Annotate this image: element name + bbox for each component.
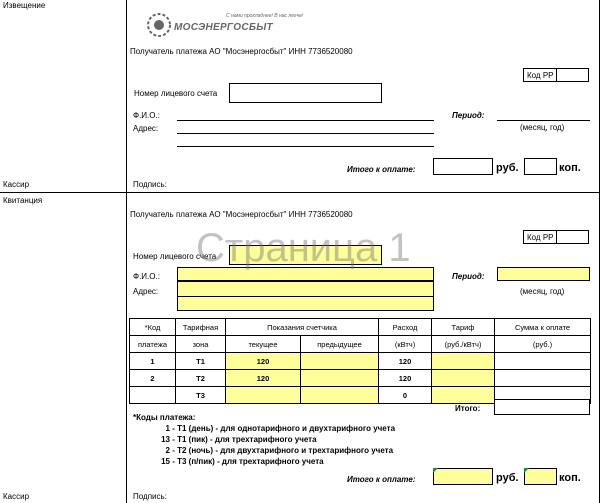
total-rub-field[interactable]: [433, 158, 493, 175]
account-number-field-bottom[interactable]: [229, 245, 382, 265]
table-header-row: [130, 319, 591, 336]
list-item: [152, 434, 452, 445]
code-rr-label-bottom: Код РР: [527, 233, 554, 242]
kop-label-bottom: коп.: [559, 472, 581, 484]
cashier-label: Кассир: [3, 180, 30, 189]
table-total-field: [494, 399, 590, 415]
header-readings: Показания счетчика: [226, 319, 379, 336]
row-previous[interactable]: [301, 353, 379, 370]
signature-label: Подпись:: [133, 180, 167, 189]
payee-line-bottom: Получатель платежа АО "Мосэнергосбыт" ИНН 7736520080: [130, 210, 353, 219]
row-zone: Т1: [176, 353, 226, 370]
header-tariff-2: (руб./кВтч): [432, 336, 495, 353]
period-field-bottom[interactable]: [497, 267, 590, 281]
row-current[interactable]: 120: [226, 370, 301, 387]
fio-label: Ф.И.О.:: [133, 111, 160, 120]
fio-label-bottom: Ф.И.О.:: [133, 272, 160, 281]
row-code: 1: [130, 353, 176, 370]
fio-field-bottom[interactable]: [177, 267, 434, 281]
account-number-field[interactable]: [229, 83, 382, 103]
address-field-2[interactable]: [177, 146, 434, 147]
page-watermark: Страница 1: [196, 226, 411, 270]
address-field-bottom-line: [177, 296, 434, 297]
readings-table: [129, 318, 591, 404]
code-text: - Т3 (п/пик) - для трехтарифного учета: [172, 457, 324, 466]
table-subheader-row: [130, 336, 591, 353]
stub-divider: [126, 0, 127, 503]
signature-label-bottom: Подпись:: [133, 492, 167, 501]
logo-emblem-icon: [146, 12, 172, 38]
code-text: - Т1 (пик) - для трехтарифного учета: [172, 435, 317, 444]
table-row: [130, 370, 591, 387]
header-code: *Код: [130, 319, 176, 336]
row-current[interactable]: [226, 387, 301, 404]
code-num: 2: [165, 446, 170, 455]
row-code: 2: [130, 370, 176, 387]
period-field[interactable]: [497, 120, 590, 121]
month-year-hint-bottom: (месяц, год): [520, 287, 565, 296]
code-rr-label: Код РР: [527, 71, 554, 80]
logo-wordmark: МОСЭНЕРГОСБЫТ: [174, 22, 273, 33]
header-usage: Расход: [379, 319, 432, 336]
row-usage: 0: [379, 387, 432, 404]
header-current: текущее: [226, 336, 301, 353]
header-code-2: платежа: [130, 336, 176, 353]
row-previous[interactable]: [301, 370, 379, 387]
table-total-label: Итого:: [455, 404, 481, 413]
total-to-pay-label: Итого к оплате:: [347, 165, 416, 174]
account-label: Номер лицевого счета: [134, 89, 218, 98]
period-label-bottom: Период:: [452, 272, 485, 281]
row-usage: 120: [379, 353, 432, 370]
header-zone: Тарифная: [176, 319, 226, 336]
row-tariff[interactable]: [432, 370, 495, 387]
cashier-label-bottom: Кассир: [3, 492, 30, 501]
header-sum: Сумма к оплате: [495, 319, 591, 336]
list-item: [152, 456, 452, 467]
address-label: Адрес:: [133, 124, 159, 133]
list-item: [152, 423, 452, 434]
section-label-receipt: Квитанция: [3, 196, 43, 205]
total-rub-field-bottom[interactable]: [433, 468, 493, 485]
total-kop-field[interactable]: [524, 158, 557, 175]
row-sum: [495, 353, 591, 370]
codes-title: *Коды платежа:: [133, 413, 196, 422]
green-corner-icon: [524, 468, 529, 473]
green-corner-icon: [433, 468, 438, 473]
code-text: - Т2 (ночь) - для двухтарифного и трехтарифного учета: [172, 446, 394, 455]
account-label-bottom: Номер лицевого счета: [133, 252, 217, 261]
total-to-pay-label-bottom: Итого к оплате:: [347, 475, 416, 484]
row-code: [130, 387, 176, 404]
company-logo: [146, 12, 306, 38]
code-num: 1: [165, 424, 170, 433]
row-usage: 120: [379, 370, 432, 387]
table-row: [130, 353, 591, 370]
row-zone: Т2: [176, 370, 226, 387]
row-zone: Т3: [176, 387, 226, 404]
address-label-bottom: Адрес:: [133, 287, 159, 296]
logo-tagline: С нами прохладнее! В нас легче!: [226, 13, 304, 19]
code-num: 15: [161, 457, 170, 466]
payee-line: Получатель платежа АО "Мосэнергосбыт" ИНН 7736520080: [130, 47, 353, 56]
section-label-notice: Извещение: [3, 1, 46, 10]
header-zone-2: зона: [176, 336, 226, 353]
header-tariff: Тариф: [432, 319, 495, 336]
code-rr-sep-bottom: [556, 230, 557, 244]
row-tariff[interactable]: [432, 353, 495, 370]
code-rr-sep: [556, 68, 557, 82]
code-text: - Т1 (день) - для однотарифного и двухтарифного учета: [172, 424, 396, 433]
row-tariff[interactable]: [432, 387, 495, 404]
header-sum-2: (руб.): [495, 336, 591, 353]
fio-field[interactable]: [177, 120, 434, 121]
section-divider: [0, 192, 600, 193]
header-previous: предыдущее: [301, 336, 379, 353]
code-num: 13: [161, 435, 170, 444]
address-field-1[interactable]: [177, 133, 434, 134]
header-usage-2: (кВтч): [379, 336, 432, 353]
rub-label: руб.: [496, 162, 519, 174]
row-sum: [495, 370, 591, 387]
list-item: [152, 445, 452, 456]
row-previous[interactable]: [301, 387, 379, 404]
rub-label-bottom: руб.: [496, 472, 519, 484]
row-current[interactable]: 120: [226, 353, 301, 370]
codes-list: [152, 423, 452, 467]
period-label: Период:: [452, 111, 485, 120]
month-year-hint: (месяц, год): [520, 123, 565, 132]
kop-label: коп.: [559, 162, 581, 174]
